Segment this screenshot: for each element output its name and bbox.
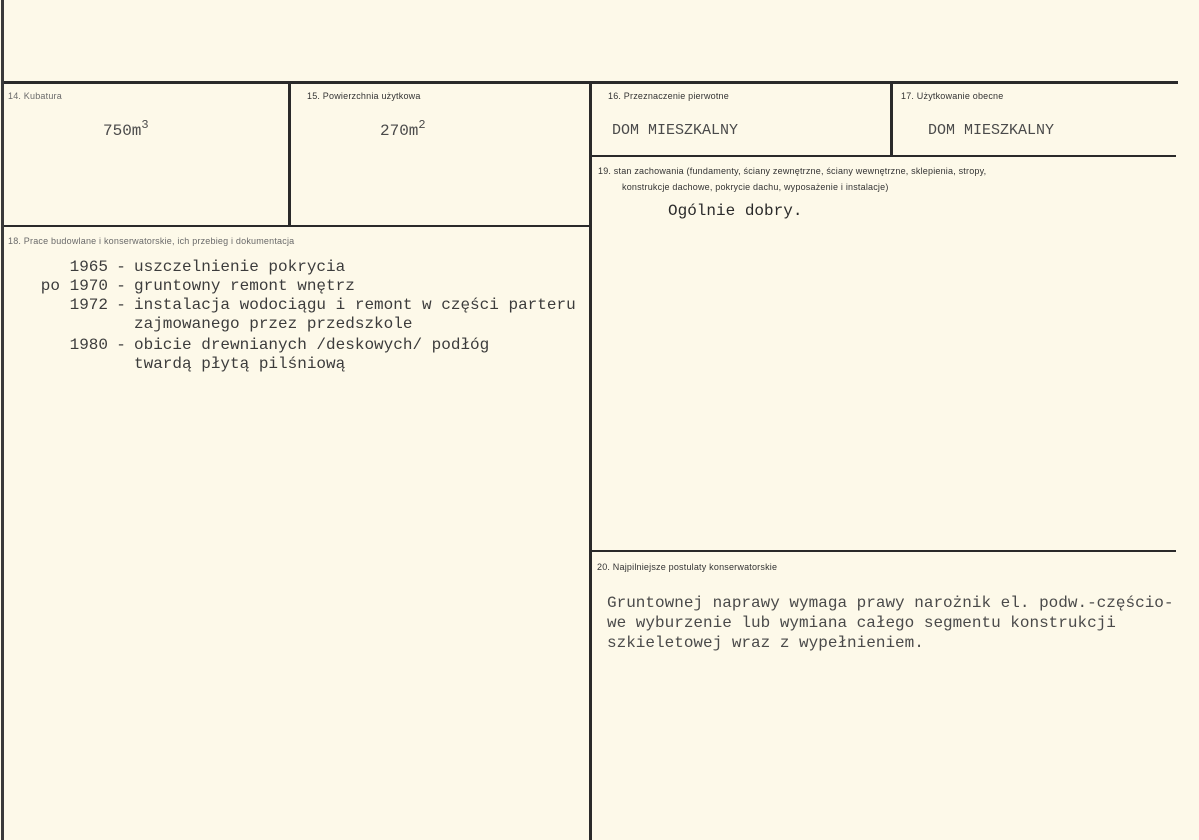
prace-entry-dash: -: [116, 296, 126, 314]
left-border: [1, 0, 4, 840]
powierzchnia-number: 270m: [380, 122, 419, 140]
rule-below-15: [4, 225, 590, 227]
postulaty-line: Gruntownej naprawy wymaga prawy narożnik el. podw.-częścio-: [607, 594, 1174, 612]
stan-value: Ogólnie dobry.: [668, 202, 803, 220]
rule-below-17: [590, 155, 1176, 157]
prace-entry-dash: -: [116, 277, 126, 295]
powierzchnia-value: [380, 118, 426, 140]
prace-label: 18. Prace budowlane i konserwatorskie, ich przebieg i dokumentacja: [8, 236, 295, 246]
postulaty-line: we wyburzenie lub wymiana całego segmentu konstrukcji: [607, 614, 1116, 632]
prace-entry: [0, 336, 489, 354]
prace-entry-text: twardą płytą pilśniową: [134, 355, 346, 373]
prace-entry-continuation: [0, 355, 345, 373]
prace-entries: [0, 258, 590, 388]
stan-label-line2: konstrukcje dachowe, pokrycie dachu, wyposażenie i instalacje): [622, 182, 889, 192]
prace-entry-year: 1980: [69, 336, 108, 354]
prace-entry-year: 1972: [69, 296, 108, 314]
prace-entry-text: gruntowny remont wnętrz: [134, 277, 355, 295]
uzytkowanie-label: 17. Użytkowanie obecne: [901, 91, 1004, 101]
prace-entry-year: po 1970: [40, 277, 108, 295]
divider-14-15: [288, 82, 291, 227]
kubatura-label: 14. Kubatura: [8, 91, 62, 101]
kubatura-value: [103, 118, 149, 140]
prace-entry: [0, 258, 345, 276]
prace-entry-text: obicie drewnianych /deskowych/ podłóg: [134, 336, 490, 354]
prace-entry: [0, 296, 576, 314]
uzytkowanie-value: DOM MIESZKALNY: [928, 122, 1055, 139]
kubatura-number: 750m: [103, 122, 142, 140]
postulaty-label: 20. Najpilniejsze postulaty konserwatorskie: [597, 562, 778, 572]
prace-entry-continuation: [0, 315, 412, 333]
powierzchnia-label: 15. Powierzchnia użytkowa: [307, 91, 421, 101]
przeznaczenie-label: 16. Przeznaczenie pierwotne: [608, 91, 729, 101]
divider-16-17: [890, 82, 893, 157]
stan-label-line1: 19. stan zachowania (fundamenty, ściany zewnętrzne, ściany wewnętrzne, sklepienia, stropy,: [598, 166, 987, 176]
rule-above-20: [590, 550, 1176, 552]
prace-entry-dash: -: [116, 336, 126, 354]
center-divider: [589, 82, 592, 840]
prace-entry-text: instalacja wodociągu i remont w części parteru: [134, 296, 576, 314]
przeznaczenie-value: DOM MIESZKALNY: [612, 122, 739, 139]
prace-entry-text: uszczelnienie pokrycia: [134, 258, 346, 276]
prace-entry: [0, 277, 355, 295]
prace-entry-text: zajmowanego przez przedszkole: [134, 315, 413, 333]
prace-entry-dash: -: [116, 258, 126, 276]
prace-entry-year: 1965: [69, 258, 108, 276]
kubatura-exponent: 3: [141, 118, 149, 132]
postulaty-line: szkieletowej wraz z wypełnieniem.: [607, 634, 924, 652]
powierzchnia-exponent: 2: [418, 118, 426, 132]
